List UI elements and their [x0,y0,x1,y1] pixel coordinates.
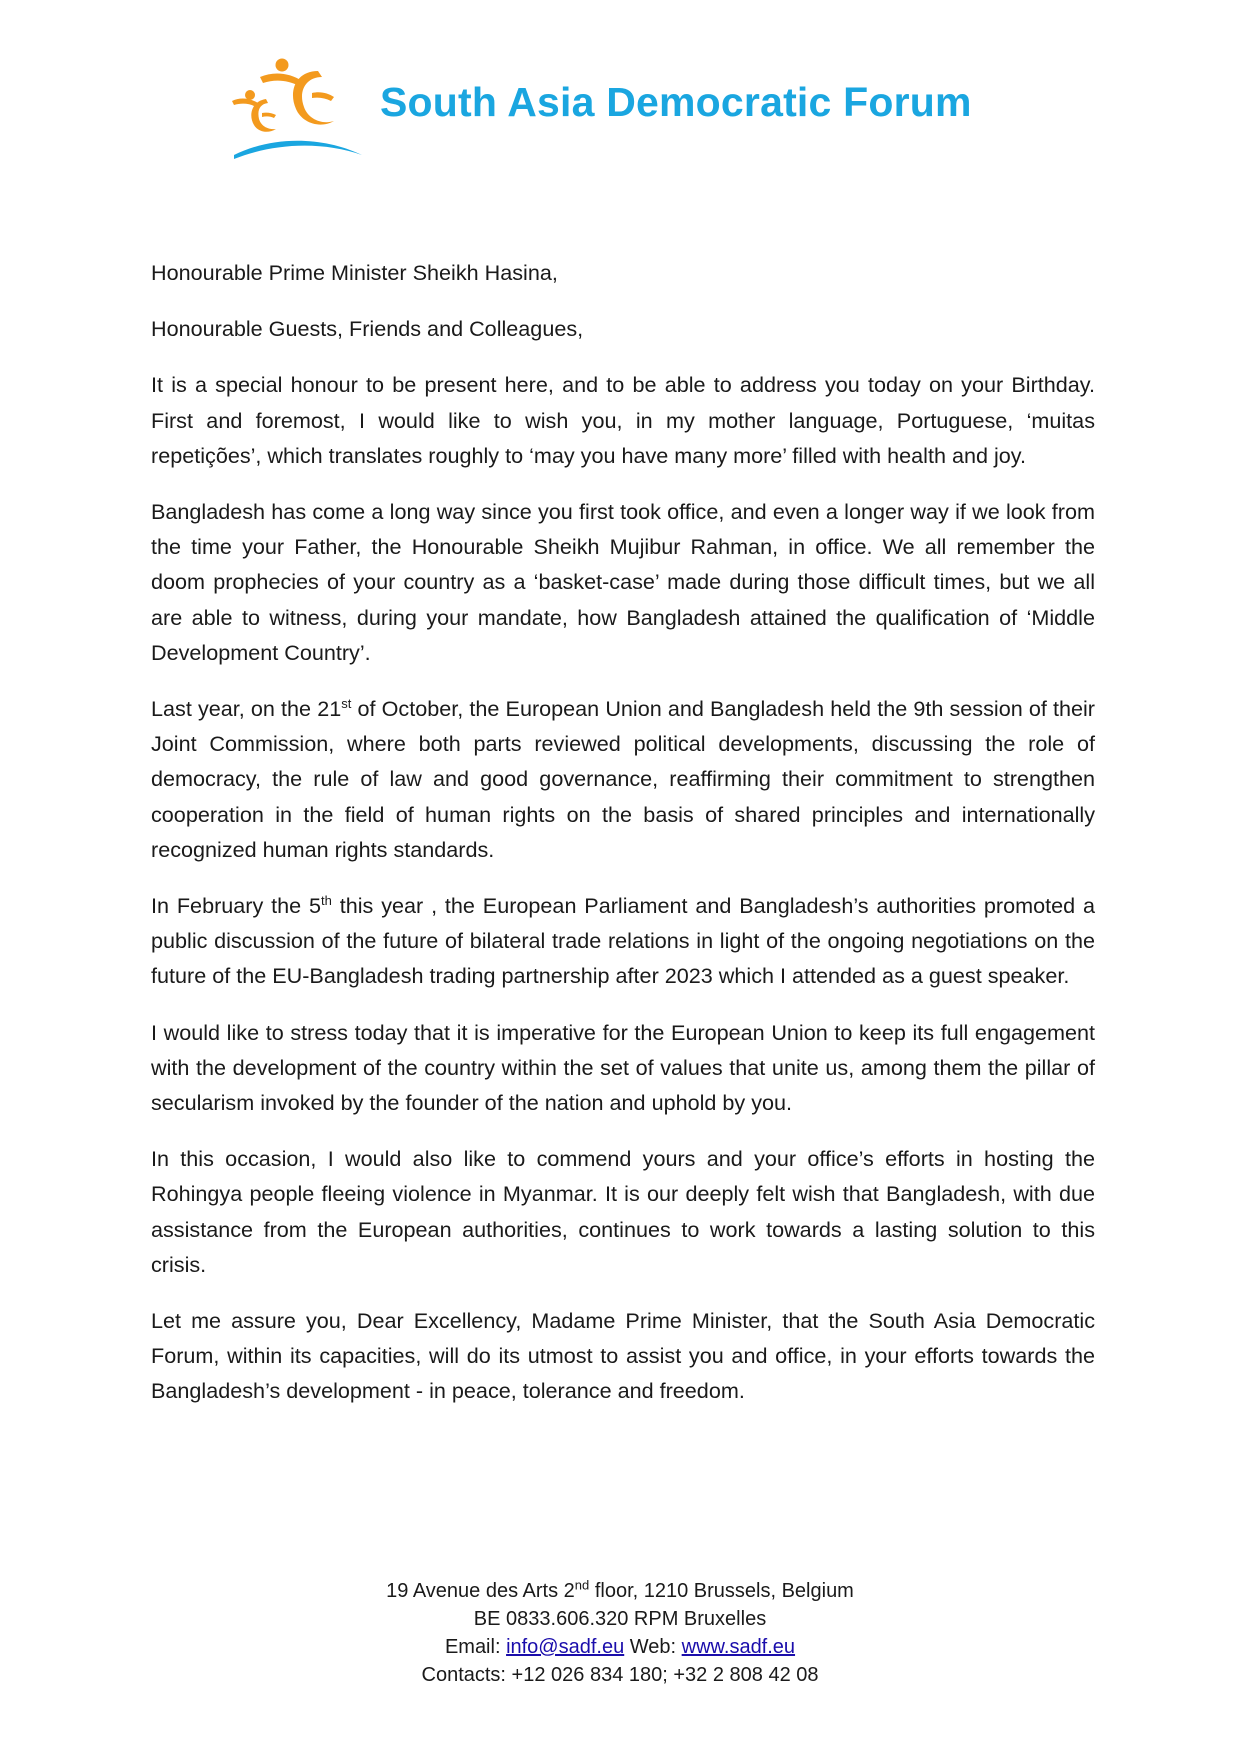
web-label: Web: [624,1636,682,1658]
footer-contacts: Contacts: +12 026 834 180; +32 2 808 42 08 [421,1664,819,1686]
address-text-start: 19 Avenue des Arts 2 [386,1580,575,1602]
paragraph-joint-commission [151,691,1095,867]
website-link[interactable]: www.sadf.eu [681,1636,796,1658]
paragraph-text-end: of October, the European Union and Bangladesh held the 9th session of their Joint Commission, where both parts reviewed political developments, discussing the role of democracy, the rule of law and good governance, reaffirming their commitment to strengthen cooperation in the field of human rights on the basis of shared principles and internationally recognized human rights standards. [151,696,1095,862]
paragraph-trade-relations [151,888,1095,994]
ordinal-suffix: st [341,695,352,711]
paragraph-closing: Let me assure you, Dear Excellency, Madame Prime Minister, that the South Asia Democratic Forum, within its capacities, will do its utmost to assist you and office, in your efforts towards the Bangladesh’s development - in peace, tolerance and freedom. [151,1308,1095,1404]
email-label: Email: [444,1636,507,1658]
paragraph-eu-engagement: I would like to stress today that it is imperative for the European Union to keep its full engagement with the development of the country within the set of values that unite us, among them the pillar of secularism invoked by the founder of the nation and uphold by you. [151,1019,1095,1116]
ordinal-suffix: th [321,892,332,908]
salutation-prime-minister: Honourable Prime Minister Sheikh Hasina, [151,260,558,285]
paragraph-birthday: It is a special honour to be present here, and to be able to address you today on your Birthday. First and foremost, I would like to wish you, in my mother language, Portuguese, ‘muitas repetições’, which translates roughly to ‘may you have many more’ filled with health and joy. [151,372,1095,468]
footer-registration: BE 0833.606.320 RPM Bruxelles [473,1608,767,1630]
paragraph-rohingya: In this occasion, I would also like to commend yours and your office’s efforts in hosting the Rohingya people fleeing violence in Myanmar. It is our deeply felt wish that Bangladesh, with due assistance from the European authorities, continues to work towards a lasting solution to this crisis. [151,1146,1095,1277]
paragraph-text-end: this year , the European Parliament and Bangladesh’s authorities promoted a public discussion of the future of bilateral trade relations in light of the ongoing negotiations on the future of the EU-Bangladesh trading partnership after 2023 which I attended as a guest speaker. [151,893,1095,989]
paragraph-progress: Bangladesh has come a long way since you first took office, and even a longer way if we look from the time your Father, the Honourable Sheikh Mujibur Rahman, in office. We all remember the doom prophecies of your country as a ‘basket-case’ made during those difficult times, but we all are able to witness, during your mandate, how Bangladesh attained the qualification of ‘Middle Development Country’. [151,499,1095,665]
footer-address [0,1577,1240,1605]
footer-links [0,1633,1240,1661]
organization-name: South Asia Democratic Forum [380,79,972,125]
paragraph-text-start: Last year, on the 21 [151,696,342,722]
footer-contact-block [0,1577,1240,1689]
letterhead [230,55,990,175]
sadf-figures-logo-icon [230,55,370,170]
email-link[interactable]: info@sadf.eu [506,1636,625,1658]
letter-body [151,255,1095,1430]
paragraph-text-start: In February the 5 [151,893,322,919]
ordinal-suffix: nd [574,1577,590,1593]
address-text-end: floor, 1210 Brussels, Belgium [589,1580,854,1602]
salutation-guests: Honourable Guests, Friends and Colleagues, [151,316,584,342]
